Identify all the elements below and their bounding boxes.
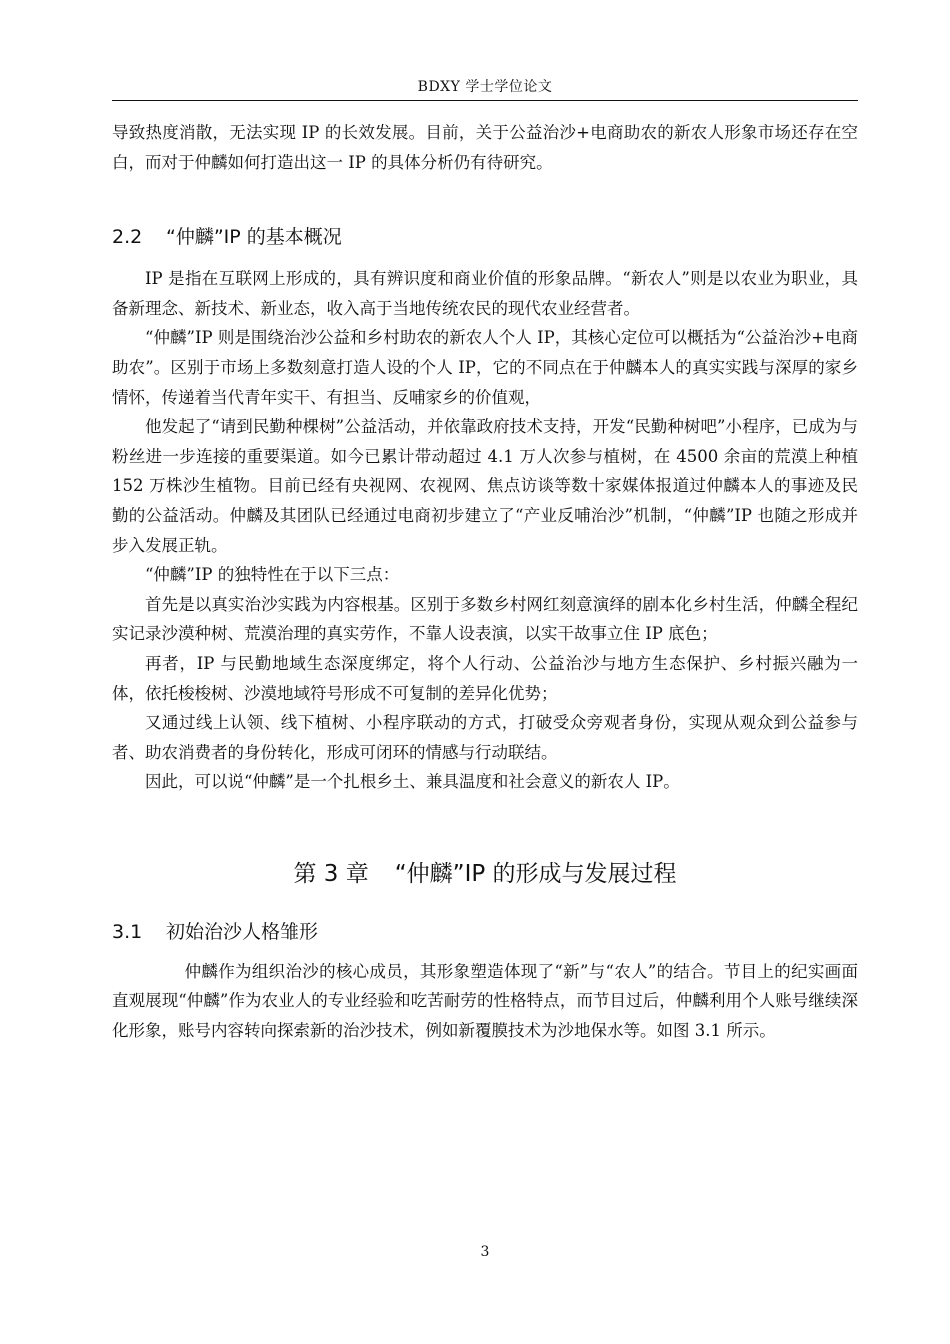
intro-paragraph: 导致热度消散，无法实现 IP 的长效发展。目前，关于公益治沙+电商助农的新农人形象市场还存在空白，而对于仲麟如何打造出这一 IP 的具体分析仍有待研究。: [112, 123, 858, 172]
paragraph: 首先是以真实治沙实践为内容根基。区别于多数乡村网红刻意演绎的剧本化乡村生活，仲麟全程纪实记录沙漠种树、荒漠治理的真实劳作，不靠人设表演，以实干故事立住 IP 底色；: [112, 594, 858, 644]
section-heading-3-1: [112, 917, 858, 947]
chapter-heading-3: [112, 857, 858, 891]
section-3-1-body: [112, 957, 858, 1046]
section-2-2-body: [112, 264, 858, 797]
chapter-number: 第 3 章: [293, 860, 369, 887]
running-header: BDXY 学士学位论文: [417, 79, 553, 95]
paragraph: “仲麟”IP 的独特性在于以下三点：: [145, 565, 400, 585]
paragraph: 他发起了“请到民勤种棵树”公益活动，并依靠政府技术支持，开发“民勤种树吧”小程序，已成为与粉丝进一步连接的重要渠道。如今已累计带动超过 4.1 万人次参与植树，在 4500 余亩的荒漠上种植 152 万株沙生植物。目前已经有央视网、农视网、焦点访谈等数十家媒体报道过仲麟本人的事迹及民勤的公益活动。仲麟及其团队已经通过电商初步建立了“产业反哺治沙”机制，“仲麟”IP 也随之形成并步入发展正轨。: [112, 417, 858, 555]
header-rule: [112, 100, 858, 101]
chapter-title: “仲麟”IP 的形成与发展过程: [394, 860, 677, 887]
section-title: “仲麟”IP 的基本概况: [166, 226, 342, 249]
section-number: 2.2: [112, 226, 143, 249]
section-number: 3.1: [112, 920, 143, 943]
paragraph: IP 是指在互联网上形成的，具有辨识度和商业价值的形象品牌。“新农人”则是以农业为职业，具备新理念、新技术、新业态，收入高于当地传统农民的现代农业经营者。: [112, 269, 858, 318]
section-title: 初始治沙人格雏形: [166, 920, 319, 943]
page-number: 3: [480, 1244, 490, 1260]
paragraph: “仲麟”IP 则是围绕治沙公益和乡村助农的新农人个人 IP，其核心定位可以概括为“公益治沙+电商助农”。区别于市场上多数刻意打造人设的个人 IP，它的不同点在于仲麟本人的真实实践与深厚的家乡情怀，传递着当代青年实干、有担当、反哺家乡的价值观，: [112, 328, 858, 407]
section-heading-2-2: [112, 222, 858, 252]
paragraph: 仲麟作为组织治沙的核心成员，其形象塑造体现了“新”与“农人”的结合。节目上的纪实画面直观展现“仲麟”作为农业人的专业经验和吃苦耐劳的性格特点，而节目过后，仲麟利用个人账号继续深化形象，账号内容转向探索新的治沙技术，例如新覆膜技术为沙地保水等。如图 3.1 所示。: [112, 961, 858, 1041]
page-body: [112, 118, 858, 1046]
paragraph: 又通过线上认领、线下植树、小程序联动的方式，打破受众旁观者身份，实现从观众到公益参与者、助农消费者的身份转化，形成可闭环的情感与行动联结。: [112, 713, 858, 762]
paragraph: 因此，可以说“仲麟”是一个扎根乡土、兼具温度和社会意义的新农人 IP。: [145, 772, 680, 792]
paragraph: 再者，IP 与民勤地域生态深度绑定，将个人行动、公益治沙与地方生态保护、乡村振兴融为一体，依托梭梭树、沙漠地域符号形成不可复制的差异化优势；: [112, 653, 858, 703]
